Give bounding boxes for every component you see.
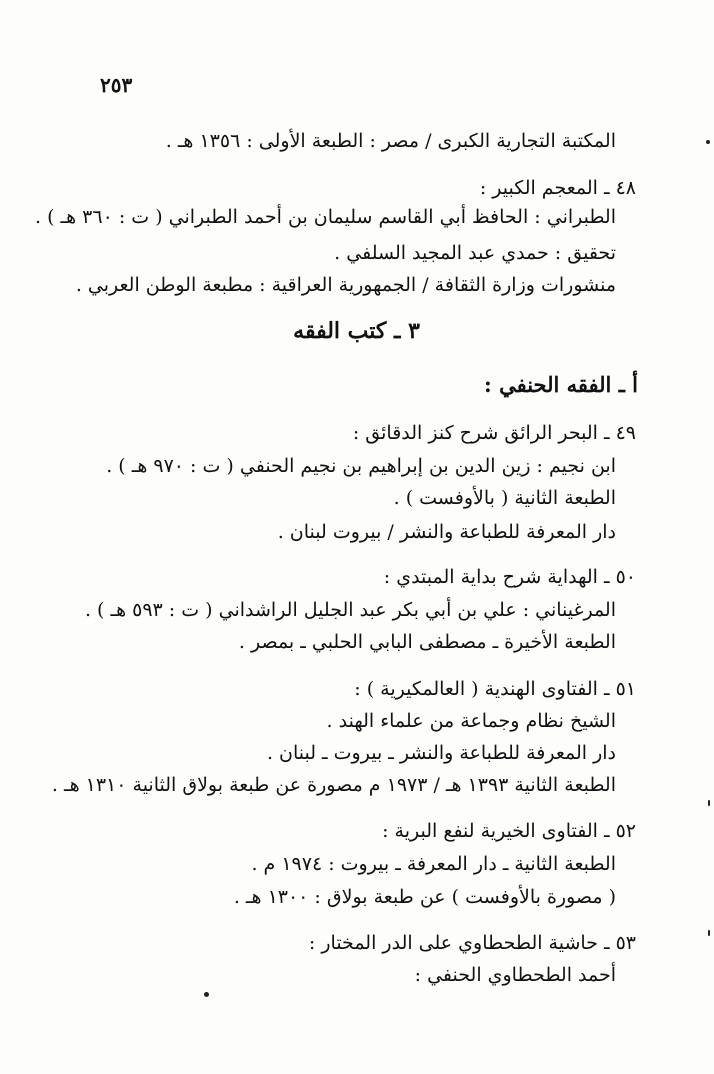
- page-number: ٢٥٣: [100, 73, 133, 97]
- scan-speck: [204, 992, 209, 997]
- text-line: الطبراني : الحافظ أبي القاسم سليمان بن أحمد الطبراني ( ت : ٣٦٠ هـ ) .: [35, 206, 616, 228]
- text-line: ابن نجيم : زين الدين بن إبراهيم بن نجيم الحنفي ( ت : ٩٧٠ هـ ) .: [106, 455, 616, 477]
- text-line: الطبعة الثانية ـ دار المعرفة ـ بيروت : ١٩٧٤ م .: [251, 853, 616, 875]
- text-line: الطبعة الثانية ( بالأوفست ) .: [393, 487, 616, 509]
- scan-speck: [708, 930, 710, 936]
- text-line: الشيخ نظام وجماعة من علماء الهند .: [326, 710, 616, 732]
- entry-title: ٥٢ ـ الفتاوى الخيرية لنفع البرية :: [382, 820, 636, 842]
- section-heading: ٣ ـ كتب الفقه: [293, 318, 420, 344]
- entry-title: ٥٣ ـ حاشية الطحطاوي على الدر المختار :: [308, 932, 636, 954]
- text-line: ( مصورة بالأوفست ) عن طبعة بولاق : ١٣٠٠ هـ .: [233, 886, 616, 908]
- text-line: الطبعة الأخيرة ـ مصطفى البابي الحلبي ـ بمصر .: [238, 631, 616, 653]
- subsection-heading: أ ـ الفقه الحنفي :: [484, 372, 638, 397]
- text-line: المكتبة التجارية الكبرى / مصر : الطبعة الأولى : ١٣٥٦ هـ .: [165, 130, 616, 152]
- text-line: منشورات وزارة الثقافة / الجمهورية العراقية : مطبعة الوطن العربي .: [75, 274, 616, 296]
- entry-title: ٤٨ ـ المعجم الكبير :: [479, 177, 636, 199]
- text-line: أحمد الطحطاوي الحنفي :: [414, 964, 616, 986]
- text-line: تحقيق : حمدي عبد المجيد السلفي .: [334, 242, 616, 264]
- text-line: المرغيناني : علي بن أبي بكر عبد الجليل الراشداني ( ت : ٥٩٣ هـ ) .: [84, 599, 616, 621]
- scan-speck: [706, 140, 710, 144]
- entry-title: ٥١ ـ الفتاوى الهندية ( العالمكيرية ) :: [354, 678, 636, 700]
- entry-title: ٤٩ ـ البحر الرائق شرح كنز الدقائق :: [352, 422, 636, 444]
- scan-speck: [708, 800, 710, 806]
- text-line: دار المعرفة للطباعة والنشر ـ بيروت ـ لبنان .: [266, 742, 616, 764]
- text-line: دار المعرفة للطباعة والنشر / بيروت لبنان .: [277, 521, 616, 543]
- text-line: الطبعة الثانية ١٣٩٣ هـ / ١٩٧٣ م مصورة عن طبعة بولاق الثانية ١٣١٠ هـ .: [51, 774, 616, 796]
- entry-title: ٥٠ ـ الهداية شرح بداية المبتدي :: [383, 566, 636, 588]
